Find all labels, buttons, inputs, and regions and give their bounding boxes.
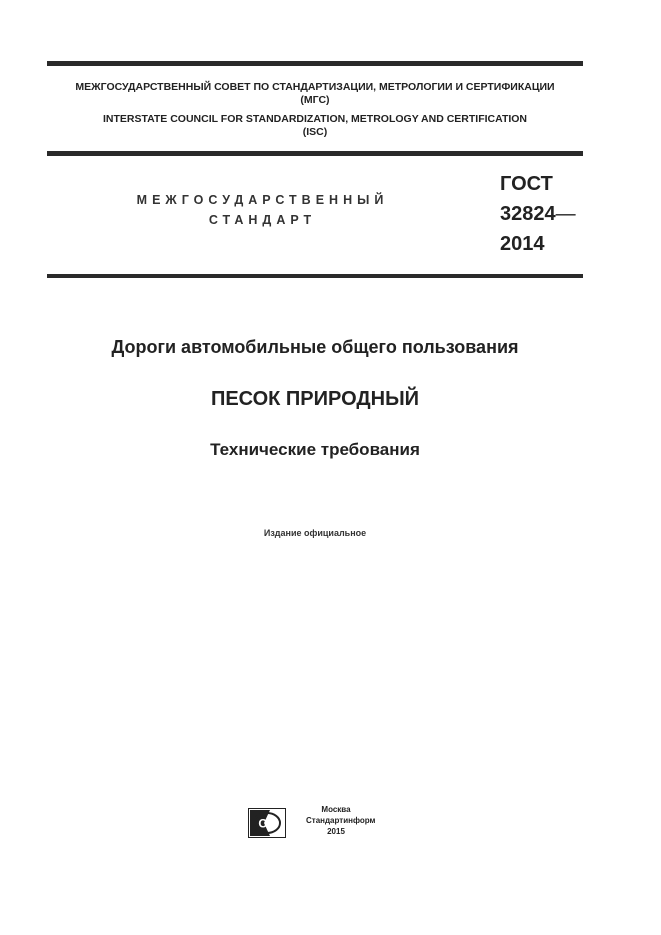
- gost-label: ГОСТ: [500, 173, 553, 195]
- council-name-en-line1: INTERSTATE COUNCIL FOR STANDARDIZATION, METROLOGY AND CERTIFICATION: [102, 113, 528, 125]
- standard-type: [100, 190, 425, 230]
- standard-type-line1: МЕЖГОСУДАРСТВЕННЫЙ: [136, 193, 389, 207]
- council-name-ru: [47, 81, 583, 107]
- header-bottom-rule: [47, 151, 583, 156]
- document-subtitle: Дороги автомобильные общего пользования: [111, 337, 519, 357]
- gost-number-line: [500, 199, 576, 229]
- gost-number: 32824: [500, 203, 556, 225]
- top-rule: [47, 61, 583, 66]
- publication-year: 2015: [327, 827, 345, 836]
- standard-type-line2: СТАНДАРТ: [208, 213, 317, 227]
- council-abbr-en: (ISC): [302, 126, 328, 138]
- publisher-name: Стандартинформ: [306, 816, 376, 825]
- council-name-ru-line1: МЕЖГОСУДАРСТВЕННЫЙ СОВЕТ ПО СТАНДАРТИЗАЦИИ, МЕТРОЛОГИИ И СЕРТИФИКАЦИИ: [75, 81, 555, 93]
- publisher-city: Москва: [321, 805, 351, 814]
- gost-designation: [500, 169, 576, 259]
- council-name-en: [47, 113, 583, 139]
- gost-year: 2014: [500, 233, 545, 255]
- council-abbr-ru: (МГС): [300, 94, 330, 106]
- svg-text:СИ: СИ: [258, 816, 276, 831]
- gost-dash: —: [555, 203, 576, 225]
- document-title: ПЕСОК ПРИРОДНЫЙ: [210, 388, 420, 410]
- edition-note: Издание официальное: [263, 528, 367, 538]
- document-subject: Технические требования: [210, 440, 420, 459]
- standard-bottom-rule: [47, 274, 583, 278]
- publisher-block: [306, 804, 376, 837]
- standartinform-logo-icon: [248, 808, 286, 838]
